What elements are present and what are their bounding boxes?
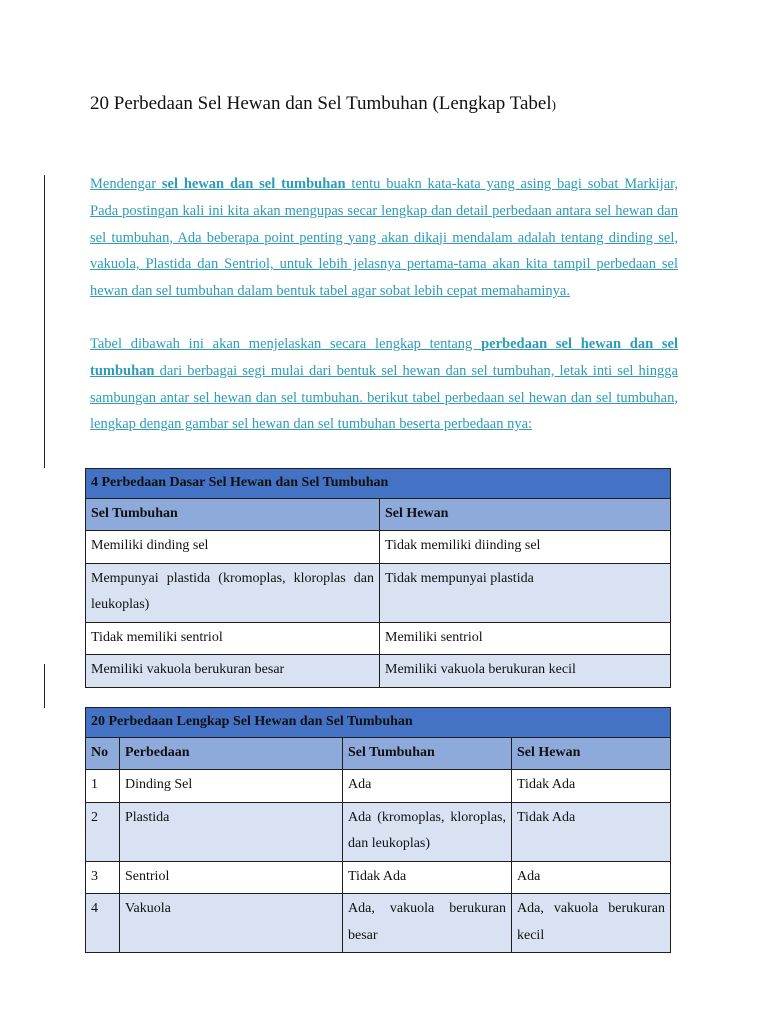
page-title-tail: ) xyxy=(551,97,556,112)
table-cell: Tidak Ada xyxy=(512,802,671,861)
table-row xyxy=(86,770,671,803)
table-cell: Ada, vakuola berukuran besar xyxy=(343,894,512,953)
change-bar-left-2 xyxy=(44,664,45,708)
table-intro-prefix: Tabel dibawah ini akan menjelaskan secara lengkap tentang xyxy=(90,336,482,352)
table-row xyxy=(86,802,671,861)
table-cell: Ada (kromoplas, kloroplas, dan leukoplas) xyxy=(343,802,512,861)
table-cell: Tidak Ada xyxy=(343,861,512,894)
link-perbedaan-sel-hewan-dan-sel-tumbuhan[interactable]: perbedaan sel hewan dan sel tumbuhan xyxy=(90,336,678,379)
table-cell: Vakuola xyxy=(120,894,343,953)
table-row xyxy=(86,563,671,622)
table-header-row xyxy=(86,498,671,531)
table-cell: Ada xyxy=(343,770,512,803)
table-row xyxy=(86,531,671,564)
column-header: Sel Tumbuhan xyxy=(343,737,512,770)
column-header: Sel Tumbuhan xyxy=(86,498,380,531)
table-row xyxy=(86,622,671,655)
change-bar-left xyxy=(44,175,45,468)
page-title-text: 20 Perbedaan Sel Hewan dan Sel Tumbuhan (Lengkap Tabel xyxy=(90,93,552,114)
table-caption-row xyxy=(86,708,671,738)
intro-prefix: Mendengar xyxy=(90,176,162,192)
table-cell: Tidak memiliki sentriol xyxy=(86,622,380,655)
complete-differences-table xyxy=(85,707,671,953)
page-title xyxy=(90,93,556,115)
table-row xyxy=(86,894,671,953)
table-header-row xyxy=(86,737,671,770)
basic-differences-table xyxy=(85,468,671,688)
table-intro-paragraph xyxy=(90,331,678,438)
column-header: No xyxy=(86,737,120,770)
table-caption: 4 Perbedaan Dasar Sel Hewan dan Sel Tumbuhan xyxy=(86,469,671,499)
table-caption-row xyxy=(86,469,671,499)
table-cell: 3 xyxy=(86,861,120,894)
table-cell: Memiliki sentriol xyxy=(380,622,671,655)
table-cell: 4 xyxy=(86,894,120,953)
table-row xyxy=(86,861,671,894)
table-cell: Tidak memiliki diinding sel xyxy=(380,531,671,564)
table-cell: Plastida xyxy=(120,802,343,861)
link-sel-hewan-dan-sel-tumbuhan[interactable]: sel hewan dan sel tumbuhan xyxy=(161,176,346,192)
intro-rest: tentu buakn kata-kata yang asing bagi sobat Markijar, Pada postingan kali ini kita akan mengupas secar lengkap dan detail perbedaan antara sel hewan dan sel tumbuhan, Ada beberapa point penting yang akan dikaji mendalam adalah tentang dinding sel, vakuola, Plastida dan Sentriol, untuk lebih jelasnya pertama-tama akan kita tampil perbedaan sel hewan dan sel tumbuhan dalam bentuk tabel agar sobat lebih cepat memahaminya. xyxy=(90,176,679,300)
table-cell: Mempunyai plastida (kromoplas, kloroplas dan leukoplas) xyxy=(86,563,380,622)
column-header: Perbedaan xyxy=(120,737,343,770)
table-cell: 2 xyxy=(86,802,120,861)
column-header: Sel Hewan xyxy=(512,737,671,770)
table-cell: Dinding Sel xyxy=(120,770,343,803)
table-intro-rest: dari berbagai segi mulai dari bentuk sel hewan dan sel tumbuhan, letak inti sel hingga sambungan antar sel hewan dan sel tumbuhan. berikut tabel perbedaan sel hewan dan sel tumbuhan, lengkap dengan gambar sel hewan dan sel tumbuhan beserta perbedaan nya: xyxy=(90,362,678,433)
table-cell: Ada xyxy=(512,861,671,894)
table-cell: Memiliki vakuola berukuran kecil xyxy=(380,655,671,688)
table-cell: Sentriol xyxy=(120,861,343,894)
column-header: Sel Hewan xyxy=(380,498,671,531)
table-caption: 20 Perbedaan Lengkap Sel Hewan dan Sel Tumbuhan xyxy=(86,708,671,738)
table-cell: Memiliki dinding sel xyxy=(86,531,380,564)
intro-paragraph xyxy=(90,171,678,305)
table-cell: Tidak mempunyai plastida xyxy=(380,563,671,622)
table-cell: 1 xyxy=(86,770,120,803)
table-cell: Memiliki vakuola berukuran besar xyxy=(86,655,380,688)
table-cell: Tidak Ada xyxy=(512,770,671,803)
table-row xyxy=(86,655,671,688)
table-cell: Ada, vakuola berukuran kecil xyxy=(512,894,671,953)
